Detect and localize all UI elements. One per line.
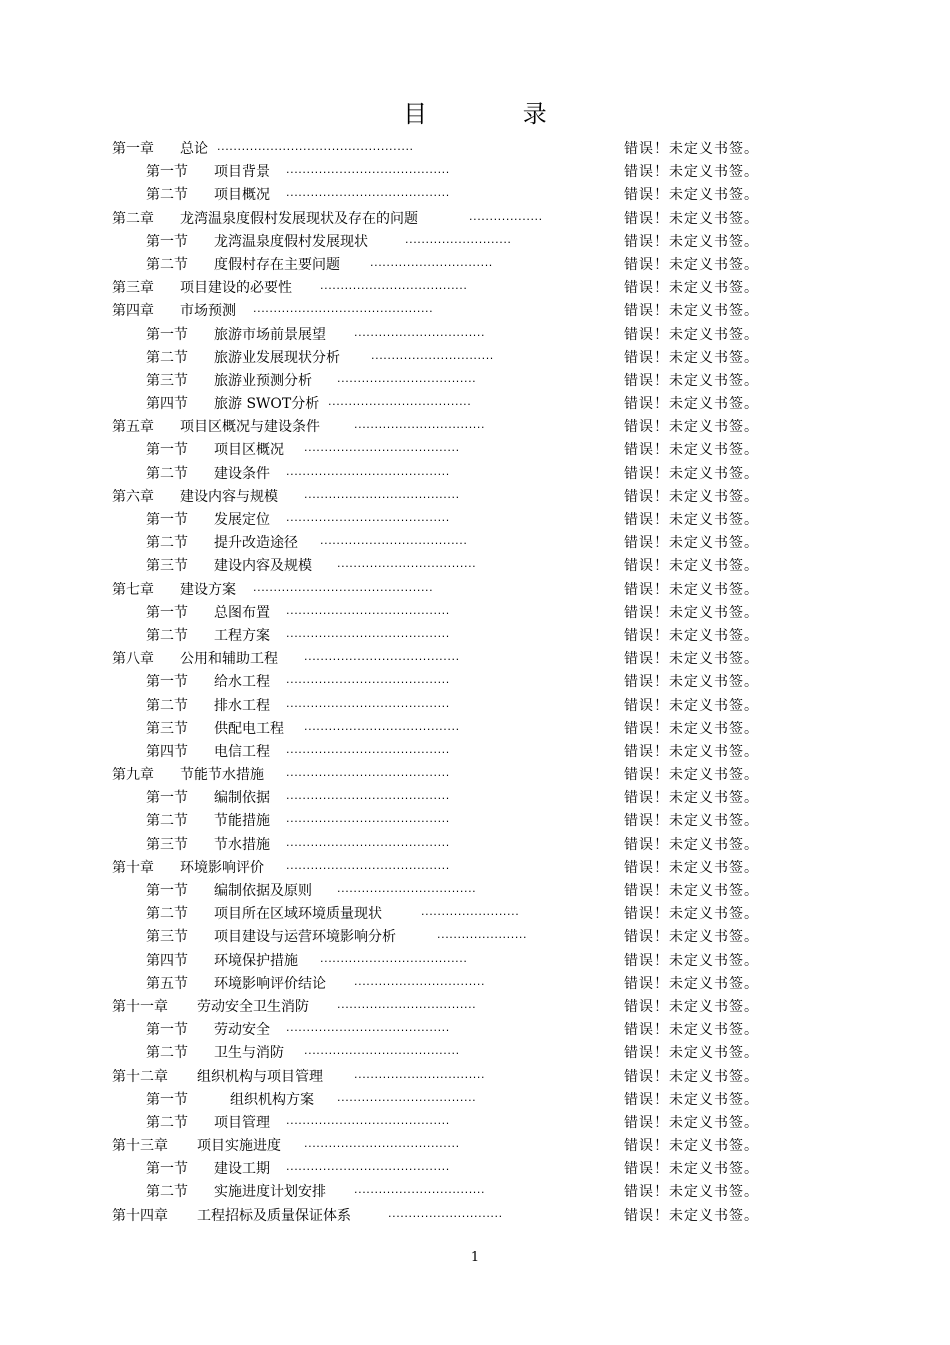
toc-chapter-entry[interactable] [0,416,950,439]
toc-entry-label: 组织机构与项目管理 [197,1068,323,1085]
toc-chapter-entry[interactable] [0,1205,950,1228]
toc-leader-dots: ...................... [437,928,528,942]
toc-leader-dots: ........................................ [286,835,450,849]
toc-entry-label: 节能节水措施 [180,767,264,784]
toc-leader-dots: ................................ [354,1183,486,1197]
toc-entry-label: 旅游市场前景展望 [214,326,326,343]
toc-entry-number: 第十四章 [112,1207,168,1224]
toc-leader-dots: ........................................ [286,163,450,177]
toc-entry-number: 第一节 [146,1091,188,1108]
toc-entry-number: 第四章 [112,303,154,320]
toc-entry-number: 第八章 [112,651,154,668]
toc-leader-dots: ........................................ [286,511,450,524]
toc-page-reference-error: 错误！未定义书签。 [624,465,759,482]
toc-page-reference-error: 错误！未定义书签。 [624,883,759,899]
toc-section-entry[interactable] [0,439,950,462]
toc-page-reference-error: 错误！未定义书签。 [624,280,759,297]
toc-page-reference-error: 错误！未定义书签。 [624,1184,759,1201]
toc-entry-number: 第二节 [146,1045,188,1062]
toc-leader-dots: ........................................ [286,1160,450,1174]
toc-chapter-entry[interactable] [0,1135,950,1158]
toc-leader-dots: ................................ [354,418,486,432]
toc-entry-label: 建设内容及规模 [214,558,312,575]
toc-entry-number: 第一节 [146,442,188,459]
toc-entry-label: 供配电工程 [214,720,284,737]
toc-entry-label: 公用和辅助工程 [180,651,278,668]
toc-leader-dots: ................................ [354,325,486,339]
toc-entry-label: 项目实施进度 [197,1138,281,1155]
toc-leader-dots: ........................................ [286,626,450,640]
toc-section-entry[interactable] [0,1019,950,1042]
toc-entry-label: 排水工程 [214,697,270,714]
toc-page-reference-error: 错误！未定义书签。 [624,627,759,644]
toc-leader-dots: ........................................ [286,812,450,826]
toc-page-reference-error: 错误！未定义书签。 [624,1022,759,1039]
toc-page-reference-error: 错误！未定义书签。 [624,859,759,876]
toc-entry-label: 组织机构方案 [230,1091,314,1108]
toc-entry-label: 工程招标及质量保证体系 [197,1207,351,1224]
toc-entry-label: 旅游 SWOT分析 [214,396,320,413]
toc-entry-label: 项目区概况 [214,442,284,459]
toc-leader-dots: .................................... [320,534,468,548]
toc-entry-number: 第二节 [146,349,188,366]
toc-section-entry[interactable] [0,1112,950,1135]
toc-entry-number: 第一节 [146,164,188,181]
toc-section-entry[interactable] [0,718,950,741]
toc-entry-number: 第一节 [146,1161,188,1178]
toc-page-reference-error: 错误！未定义书签。 [624,210,759,227]
toc-entry-number: 第五章 [112,419,154,436]
toc-entry-number: 第二节 [146,906,188,923]
toc-leader-dots: ........................................ [286,766,450,780]
toc-entry-number: 第二节 [146,627,188,644]
toc-section-entry[interactable] [0,370,950,393]
toc-leader-dots: ............................................ [253,302,434,316]
toc-entry-number: 第四节 [146,952,188,969]
toc-entry-label: 总论 [180,141,208,157]
toc-page-reference-error: 错误！未定义书签。 [624,326,759,343]
toc-entry-number: 第十三章 [112,1138,168,1155]
toc-entry-number: 第二节 [146,813,188,830]
toc-page-reference-error: 错误！未定义书签。 [624,790,759,807]
toc-leader-dots: ........................................ [286,696,450,710]
toc-leader-dots: .................................. [337,997,477,1011]
toc-leader-dots: ........................................ [286,789,450,803]
toc-leader-dots: ........................................ [286,673,450,687]
toc-chapter-entry[interactable] [0,138,950,161]
toc-leader-dots: .................................. [337,1090,477,1104]
toc-section-entry[interactable] [0,695,950,718]
toc-page-reference-error: 错误！未定义书签。 [624,906,759,923]
toc-leader-dots: ...................................... [304,1044,460,1058]
toc-chapter-entry[interactable] [0,648,950,671]
toc-leader-dots: ...................................... [304,650,460,664]
toc-leader-dots: ...................................... [304,441,460,455]
toc-entry-label: 劳动安全卫生消防 [197,998,309,1015]
toc-page-reference-error: 错误！未定义书签。 [624,720,759,737]
toc-page-reference-error: 错误！未定义书签。 [624,372,759,389]
toc-page-reference-error: 错误！未定义书签。 [624,1207,759,1224]
toc-section-entry[interactable] [0,741,950,764]
toc-leader-dots: ............................ [388,1206,503,1220]
toc-leader-dots: ............................................ [253,580,434,594]
toc-leader-dots: .............................. [370,255,493,269]
toc-chapter-entry[interactable] [0,996,950,1019]
toc-leader-dots: .......................... [405,232,512,246]
toc-leader-dots: .................................... [320,279,468,293]
toc-page-reference-error: 错误！未定义书签。 [624,535,759,552]
toc-leader-dots: ...................................... [304,487,460,501]
toc-entry-number: 第二节 [146,187,188,204]
toc-page-reference-error: 错误！未定义书签。 [624,256,759,273]
toc-entry-label: 建设内容与规模 [180,488,278,505]
toc-page-reference-error: 错误！未定义书签。 [624,651,759,668]
toc-entry-label: 节水措施 [214,836,270,853]
toc-leader-dots: ........................................ [286,603,450,617]
toc-entry-number: 第三节 [146,929,188,946]
toc-entry-label: 电信工程 [214,743,270,760]
toc-entry-label: 编制依据 [214,790,270,807]
toc-leader-dots: .................................. [337,557,477,571]
toc-entry-label: 项目概况 [214,187,270,204]
toc-entry-label: 给水工程 [214,674,270,691]
toc-entry-label: 项目建设的必要性 [180,280,292,297]
toc-entry-label: 发展定位 [214,512,270,528]
toc-entry-label: 环境影响评价结论 [214,975,326,992]
toc-page-reference-error: 错误！未定义书签。 [624,975,759,992]
toc-entry-number: 第四节 [146,743,188,760]
toc-entry-label: 项目所在区域环境质量现状 [214,906,382,923]
toc-section-entry[interactable] [0,555,950,578]
toc-leader-dots: ........................................ [286,742,450,756]
toc-section-entry[interactable] [0,926,950,949]
toc-page-reference-error: 错误！未定义书签。 [624,1114,759,1131]
toc-leader-dots: ........................................ [286,858,450,872]
toc-leader-dots: ........................ [421,905,520,919]
toc-entry-number: 第一节 [146,790,188,807]
toc-leader-dots: ...................................... [304,719,460,733]
toc-page-reference-error: 错误！未定义书签。 [624,952,759,969]
toc-entry-label: 劳动安全 [214,1022,270,1039]
table-of-contents [0,138,950,1228]
toc-page-reference-error: 错误！未定义书签。 [624,604,759,621]
toc-page-reference-error: 错误！未定义书签。 [624,836,759,853]
toc-entry-number: 第一节 [146,512,188,528]
toc-section-entry[interactable] [0,625,950,648]
toc-entry-label: 总图布置 [214,604,270,621]
toc-page-reference-error: 错误！未定义书签。 [624,813,759,830]
toc-page-reference-error: 错误！未定义书签。 [624,488,759,505]
toc-entry-label: 项目管理 [214,1114,270,1131]
toc-entry-number: 第三节 [146,372,188,389]
toc-section-entry[interactable] [0,671,950,694]
toc-page-reference-error: 错误！未定义书签。 [624,187,759,204]
toc-leader-dots: .................................. [337,882,477,895]
toc-page-reference-error: 错误！未定义书签。 [624,512,759,528]
toc-page-reference-error: 错误！未定义书签。 [624,442,759,459]
toc-entry-number: 第一节 [146,1022,188,1039]
toc-entry-number: 第一节 [146,883,188,899]
toc-entry-label: 市场预测 [180,303,236,320]
toc-page-reference-error: 错误！未定义书签。 [624,581,759,598]
toc-leader-dots: ................................... [328,395,472,409]
toc-section-entry[interactable] [0,810,950,833]
toc-page-reference-error: 错误！未定义书签。 [624,743,759,760]
toc-page-reference-error: 错误！未定义书签。 [624,233,759,250]
toc-entry-label: 建设方案 [180,581,236,598]
toc-entry-number: 第二节 [146,535,188,552]
toc-section-entry[interactable] [0,787,950,810]
toc-page-reference-error: 错误！未定义书签。 [624,349,759,366]
toc-entry-label: 项目区概况与建设条件 [180,419,320,436]
toc-page-reference-error: 错误！未定义书签。 [624,164,759,181]
toc-entry-label: 节能措施 [214,813,270,830]
toc-section-entry[interactable] [0,834,950,857]
toc-page-reference-error: 错误！未定义书签。 [624,1045,759,1062]
toc-entry-label: 环境影响评价 [180,859,264,876]
toc-page-reference-error: 错误！未定义书签。 [624,697,759,714]
toc-entry-label: 旅游业发展现状分析 [214,349,340,366]
toc-entry-number: 第一节 [146,604,188,621]
toc-leader-dots: ...................................... [304,1137,460,1151]
toc-leader-dots: .................. [469,209,543,223]
toc-entry-number: 第三节 [146,836,188,853]
toc-entry-number: 第六章 [112,488,154,505]
toc-entry-number: 第五节 [146,975,188,992]
toc-page-reference-error: 错误！未定义书签。 [624,1091,759,1108]
toc-leader-dots: .................................. [337,371,477,385]
toc-entry-label: 实施进度计划安排 [214,1184,326,1201]
toc-leader-dots: ........................................ [286,464,450,478]
toc-entry-label: 提升改造途径 [214,535,298,552]
toc-page-reference-error: 错误！未定义书签。 [624,1138,759,1155]
toc-page-reference-error: 错误！未定义书签。 [624,303,759,320]
toc-leader-dots: ................................................ [217,140,414,153]
toc-entry-number: 第二节 [146,697,188,714]
toc-leader-dots: ........................................ [286,1021,450,1035]
toc-entry-number: 第七章 [112,581,154,598]
toc-chapter-entry[interactable] [0,486,950,509]
toc-entry-number: 第一节 [146,326,188,343]
toc-entry-number: 第二节 [146,1114,188,1131]
toc-entry-label: 建设工期 [214,1161,270,1178]
toc-section-entry[interactable] [0,602,950,625]
toc-entry-number: 第二节 [146,1184,188,1201]
toc-entry-label: 项目背景 [214,164,270,181]
toc-entry-label: 卫生与消防 [214,1045,284,1062]
toc-leader-dots: ........................................ [286,186,450,200]
toc-page-reference-error: 错误！未定义书签。 [624,141,759,157]
toc-entry-number: 第十二章 [112,1068,168,1085]
toc-page-reference-error: 错误！未定义书签。 [624,998,759,1015]
toc-section-entry[interactable] [0,161,950,184]
toc-leader-dots: .............................. [371,348,494,362]
toc-entry-number: 第三章 [112,280,154,297]
toc-entry-number: 第二章 [112,210,154,227]
toc-entry-label: 度假村存在主要问题 [214,256,340,273]
toc-entry-number: 第一章 [112,141,154,157]
toc-entry-label: 项目建设与运营环境影响分析 [214,929,396,946]
toc-page-reference-error: 错误！未定义书签。 [624,558,759,575]
toc-entry-number: 第三节 [146,720,188,737]
toc-chapter-entry[interactable] [0,579,950,602]
toc-entry-number: 第九章 [112,767,154,784]
toc-page-reference-error: 错误！未定义书签。 [624,419,759,436]
toc-entry-number: 第二节 [146,256,188,273]
toc-page-reference-error: 错误！未定义书签。 [624,1161,759,1178]
toc-page-reference-error: 错误！未定义书签。 [624,929,759,946]
page-number: 1 [470,1250,480,1265]
toc-page-reference-error: 错误！未定义书签。 [624,1068,759,1085]
toc-entry-number: 第二节 [146,465,188,482]
toc-entry-label: 环境保护措施 [214,952,298,969]
toc-section-entry[interactable] [0,254,950,277]
toc-title: 目 录 [403,100,591,128]
toc-entry-number: 第一节 [146,233,188,250]
toc-entry-number: 第三节 [146,558,188,575]
toc-entry-label: 工程方案 [214,627,270,644]
toc-chapter-entry[interactable] [0,277,950,300]
toc-chapter-entry[interactable] [0,764,950,787]
toc-entry-number: 第四节 [146,396,188,413]
toc-entry-label: 编制依据及原则 [214,883,312,899]
toc-leader-dots: .................................... [320,951,468,965]
toc-entry-number: 第一节 [146,674,188,691]
toc-page-reference-error: 错误！未定义书签。 [624,767,759,784]
toc-page-reference-error: 错误！未定义书签。 [624,674,759,691]
toc-entry-number: 第十一章 [112,998,168,1015]
toc-entry-label: 龙湾温泉度假村发展现状及存在的问题 [180,210,418,227]
toc-leader-dots: ................................ [354,1067,486,1081]
toc-entry-label: 建设条件 [214,465,270,482]
toc-leader-dots: ................................ [354,974,486,988]
toc-entry-label: 龙湾温泉度假村发展现状 [214,233,368,250]
toc-entry-number: 第十章 [112,859,154,876]
toc-section-entry[interactable] [0,1089,950,1112]
toc-section-entry[interactable] [0,509,950,532]
toc-entry-label: 旅游业预测分析 [214,372,312,389]
toc-leader-dots: ........................................ [286,1113,450,1127]
toc-page-reference-error: 错误！未定义书签。 [624,396,759,413]
toc-section-entry[interactable] [0,463,950,486]
